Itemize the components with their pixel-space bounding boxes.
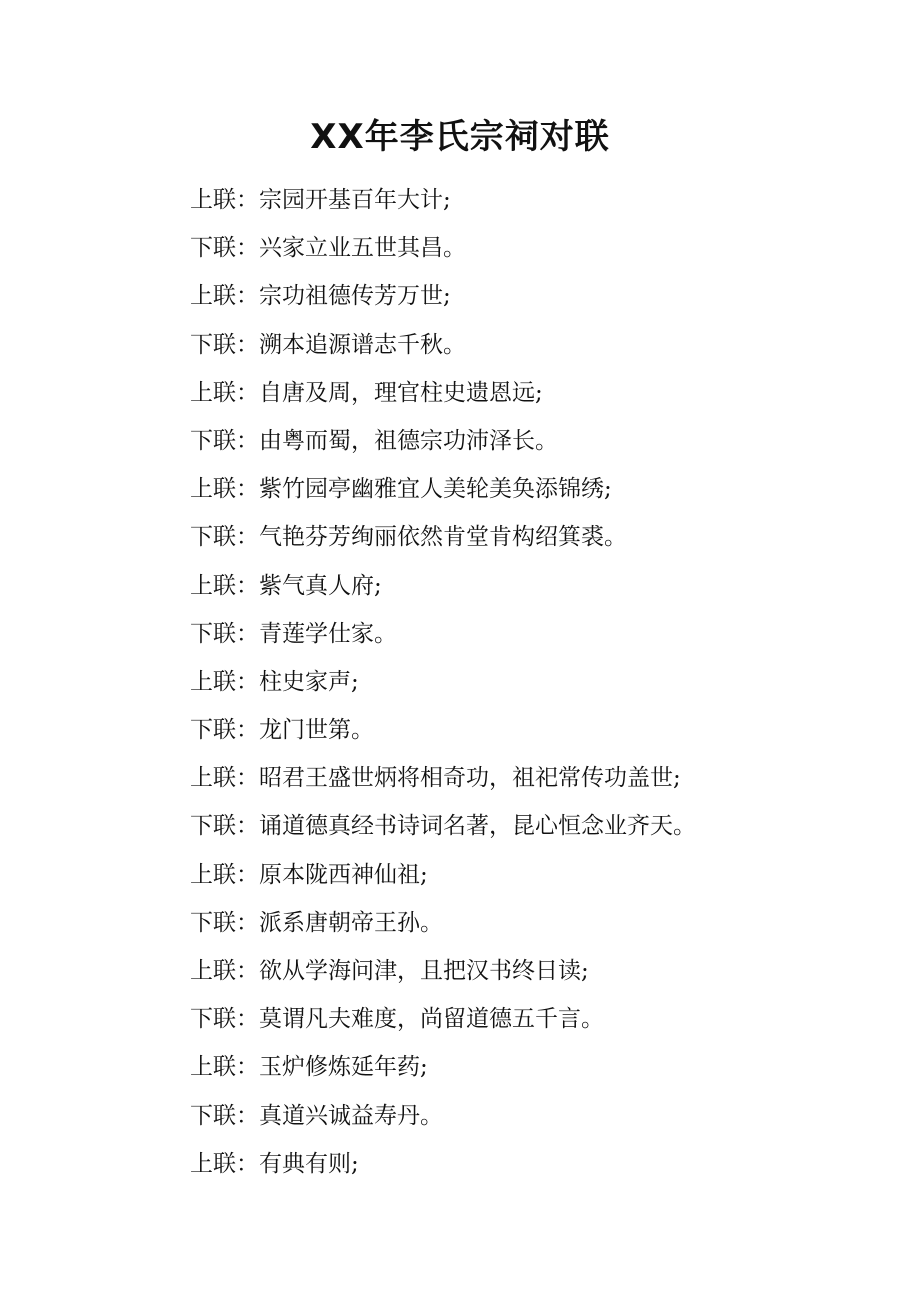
couplet-line	[190, 272, 890, 320]
couplet-line-separator: ：	[236, 235, 259, 262]
couplet-line-separator: ：	[236, 620, 259, 647]
couplet-line	[190, 465, 890, 513]
couplet-line-text: 龙门世第。	[259, 717, 374, 744]
couplet-line-separator: ：	[236, 1054, 259, 1081]
couplet-line-label: 下联	[190, 909, 236, 936]
couplet-line-label: 下联	[190, 524, 236, 551]
couplet-line-label: 下联	[190, 717, 236, 744]
couplet-line-text: 有典有则;	[259, 1150, 359, 1177]
couplet-line-separator: ：	[236, 813, 259, 840]
couplet-line-text: 气艳芬芳绚丽依然肯堂肯构绍箕裘。	[259, 524, 627, 551]
couplet-line-label: 上联	[190, 861, 236, 888]
couplet-line-separator: ：	[236, 476, 259, 503]
couplet-line-separator: ：	[236, 717, 259, 744]
couplet-line-separator: ：	[236, 572, 259, 599]
couplet-line-separator: ：	[236, 379, 259, 406]
couplet-line-text: 青莲学仕家。	[259, 620, 397, 647]
couplet-line	[190, 851, 890, 899]
couplet-line-text: 真道兴诚益寿丹。	[259, 1102, 443, 1129]
couplet-line-separator: ：	[236, 331, 259, 358]
couplet-line-separator: ：	[236, 668, 259, 695]
couplet-line-text: 派系唐朝帝王孙。	[259, 909, 443, 936]
couplet-line-text: 兴家立业五世其昌。	[259, 235, 466, 262]
couplet-line-text: 欲从学海问津，且把汉书终日读;	[259, 958, 589, 984]
couplet-line-separator: ：	[236, 958, 259, 984]
couplet-line-label: 下联	[190, 331, 236, 358]
couplet-line	[190, 995, 890, 1043]
couplet-line	[190, 899, 890, 947]
couplet-line	[190, 1092, 890, 1140]
couplet-line-label: 下联	[190, 1006, 236, 1033]
couplet-line-separator: ：	[236, 187, 259, 213]
couplet-line-text: 宗功祖德传芳万世;	[259, 283, 451, 310]
couplet-line-label: 下联	[190, 1102, 236, 1129]
couplet-line	[190, 321, 890, 369]
couplet-line-label: 上联	[190, 1150, 236, 1177]
couplet-line	[190, 754, 890, 802]
page-title: XX年李氏宗祠对联	[310, 117, 610, 157]
couplet-line-text: 宗园开基百年大计;	[259, 187, 451, 213]
couplet-line-label: 上联	[190, 668, 236, 695]
couplet-line-separator: ：	[236, 861, 259, 888]
couplet-line	[190, 176, 890, 224]
couplet-line-separator: ：	[236, 1102, 259, 1129]
couplet-line-text: 溯本追源谱志千秋。	[259, 331, 466, 358]
couplet-line	[190, 1140, 890, 1188]
couplet-line-label: 上联	[190, 283, 236, 310]
couplet-line-separator: ：	[236, 283, 259, 310]
couplet-line-label: 下联	[190, 235, 236, 262]
couplet-line-label: 上联	[190, 379, 236, 406]
couplet-line-label: 上联	[190, 958, 236, 984]
couplet-line-text: 由粤而蜀，祖德宗功沛泽长。	[259, 427, 558, 454]
couplet-line	[190, 610, 890, 658]
couplet-line-label: 上联	[190, 1054, 236, 1081]
couplet-line-separator: ：	[236, 909, 259, 936]
couplet-line-separator: ：	[236, 1006, 259, 1033]
couplet-list	[190, 176, 890, 1188]
couplet-line	[190, 802, 890, 850]
couplet-line-label: 下联	[190, 813, 236, 840]
couplet-line-text: 原本陇西神仙祖;	[259, 861, 428, 888]
couplet-line-text: 昭君王盛世炳将相奇功，祖祀常传功盖世;	[259, 765, 681, 792]
couplet-line-label: 下联	[190, 427, 236, 454]
couplet-line-label: 上联	[190, 572, 236, 599]
couplet-line-text: 自唐及周，理官柱史遗恩远;	[259, 379, 543, 406]
couplet-line-text: 柱史家声;	[259, 668, 359, 695]
couplet-line-label: 上联	[190, 187, 236, 213]
couplet-line	[190, 562, 890, 610]
couplet-line	[190, 1043, 890, 1091]
couplet-line	[190, 658, 890, 706]
couplet-line-separator: ：	[236, 427, 259, 454]
couplet-line	[190, 706, 890, 754]
couplet-line-text: 莫谓凡夫难度，尚留道德五千言。	[259, 1006, 604, 1033]
couplet-line	[190, 513, 890, 561]
couplet-line-label: 上联	[190, 765, 236, 792]
couplet-line	[190, 417, 890, 465]
couplet-line	[190, 947, 890, 995]
couplet-line-separator: ：	[236, 524, 259, 551]
couplet-line-text: 玉炉修炼延年药;	[259, 1054, 428, 1081]
couplet-line	[190, 369, 890, 417]
couplet-line-label: 下联	[190, 620, 236, 647]
couplet-line-text: 紫竹园亭幽雅宜人美轮美奂添锦绣;	[259, 476, 612, 503]
couplet-line-text: 诵道德真经书诗词名著，昆心恒念业齐天。	[259, 813, 696, 840]
couplet-line-separator: ：	[236, 765, 259, 792]
couplet-line-label: 上联	[190, 476, 236, 503]
couplet-line-text: 紫气真人府;	[259, 572, 382, 599]
couplet-line-separator: ：	[236, 1150, 259, 1177]
couplet-line	[190, 224, 890, 272]
